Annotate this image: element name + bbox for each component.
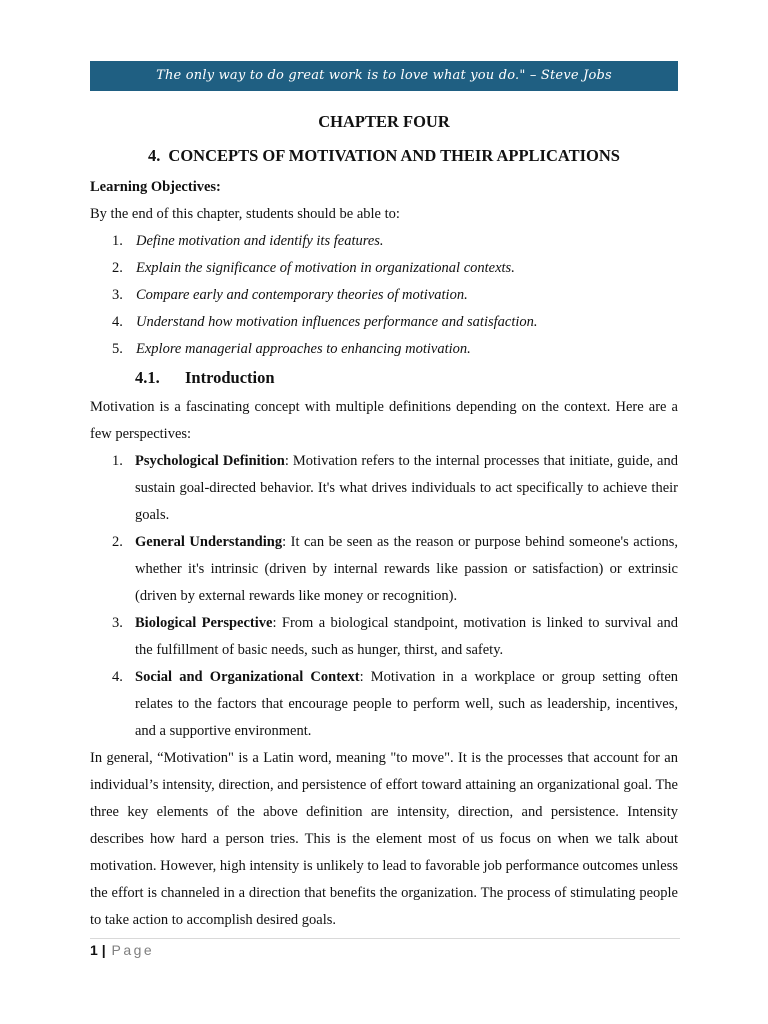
- section-intro: Motivation is a fascinating concept with multiple definitions depending on the context. Here are a few perspectives:: [90, 399, 678, 442]
- list-item-body: [135, 448, 678, 529]
- section-title: Introduction: [185, 368, 275, 387]
- chapter-title: CHAPTER FOUR: [318, 112, 450, 131]
- footer-divider: [90, 938, 680, 939]
- list-item: [90, 664, 678, 745]
- list-item-number: 4.: [112, 314, 123, 330]
- closing-paragraph: In general, “Motivation" is a Latin word, meaning "to move". It is the processes that account for an individual’s intensity, direction, and persistence of effort toward attaining an organizational goal. The three key elements of the above definition are intensity, direction, and persistence. Intensity describes how hard a person tries. This is the element most of us focus on when we talk about motivation. However, high intensity is unlikely to lead to favorable job performance outcomes unless the effort is channeled in a direction that benefits the organization. The process of stimulating people to take action to accomplish desired goals.: [90, 750, 678, 928]
- perspectives-list: [90, 448, 678, 745]
- page-footer: [90, 940, 154, 960]
- list-item-number: 2.: [112, 260, 123, 276]
- page-number: 1: [90, 942, 98, 958]
- page-content: [90, 108, 678, 934]
- list-item: [112, 336, 678, 363]
- chapter-heading-number: 4.: [148, 146, 161, 165]
- section-heading: [135, 364, 678, 392]
- quote-banner: [90, 61, 678, 91]
- list-item-number: 1.: [112, 233, 123, 249]
- learning-objectives-intro: By the end of this chapter, students should be able to:: [90, 206, 400, 222]
- list-item-text: Explore managerial approaches to enhancing motivation.: [136, 341, 471, 357]
- list-item-number: 4.: [112, 669, 123, 685]
- list-item-number: 2.: [112, 534, 123, 550]
- chapter-heading-text: CONCEPTS OF MOTIVATION AND THEIR APPLICATIONS: [168, 146, 620, 165]
- learning-objectives-list: [90, 228, 678, 363]
- list-item-number: 1.: [112, 453, 123, 469]
- term: Psychological Definition: [135, 453, 285, 469]
- list-item: [90, 448, 678, 529]
- list-item-text: Explain the significance of motivation in organizational contexts.: [136, 260, 515, 276]
- definition: : Motivation in a workplace or group setting often relates to the factors that encourage people to perform well, such as leadership, incentives, and a supportive environment.: [135, 669, 679, 739]
- learning-objectives-heading: Learning Objectives:: [90, 179, 221, 195]
- list-item: [90, 610, 678, 664]
- list-item-body: [135, 529, 678, 610]
- term: Biological Perspective: [135, 615, 273, 631]
- list-item-text: Compare early and contemporary theories of motivation.: [136, 287, 468, 303]
- list-item: [112, 309, 678, 336]
- chapter-heading: [90, 142, 678, 170]
- definition: : It can be seen as the reason or purpose behind someone's actions, whether it's intrinsic (driven by internal rewards like passion or satisfaction) or extrinsic (driven by external rewards like money or recognition).: [135, 534, 679, 604]
- quote-text: The only way to do great work is to love what you do." – Steve Jobs: [156, 68, 612, 83]
- section-number: 4.1.: [135, 368, 160, 387]
- list-item-text: Understand how motivation influences performance and satisfaction.: [136, 314, 538, 330]
- page-label: Page: [111, 942, 155, 958]
- list-item-body: [135, 610, 678, 664]
- list-item-body: [135, 664, 678, 745]
- definition: : From a biological standpoint, motivation is linked to survival and the fulfillment of basic needs, such as hunger, thirst, and safety.: [135, 615, 678, 658]
- list-item-text: Define motivation and identify its features.: [136, 233, 384, 249]
- footer-separator: |: [101, 942, 106, 958]
- list-item-number: 5.: [112, 341, 123, 357]
- list-item: [112, 228, 678, 255]
- term: Social and Organizational Context: [135, 669, 360, 685]
- term: General Understanding: [135, 534, 283, 550]
- list-item-number: 3.: [112, 615, 123, 631]
- definition: : Motivation refers to the internal processes that initiate, guide, and sustain goal-directed behavior. It's what drives individuals to act specifically to achieve their goals.: [135, 453, 678, 523]
- list-item-number: 3.: [112, 287, 123, 303]
- list-item: [112, 282, 678, 309]
- list-item: [90, 529, 678, 610]
- list-item: [112, 255, 678, 282]
